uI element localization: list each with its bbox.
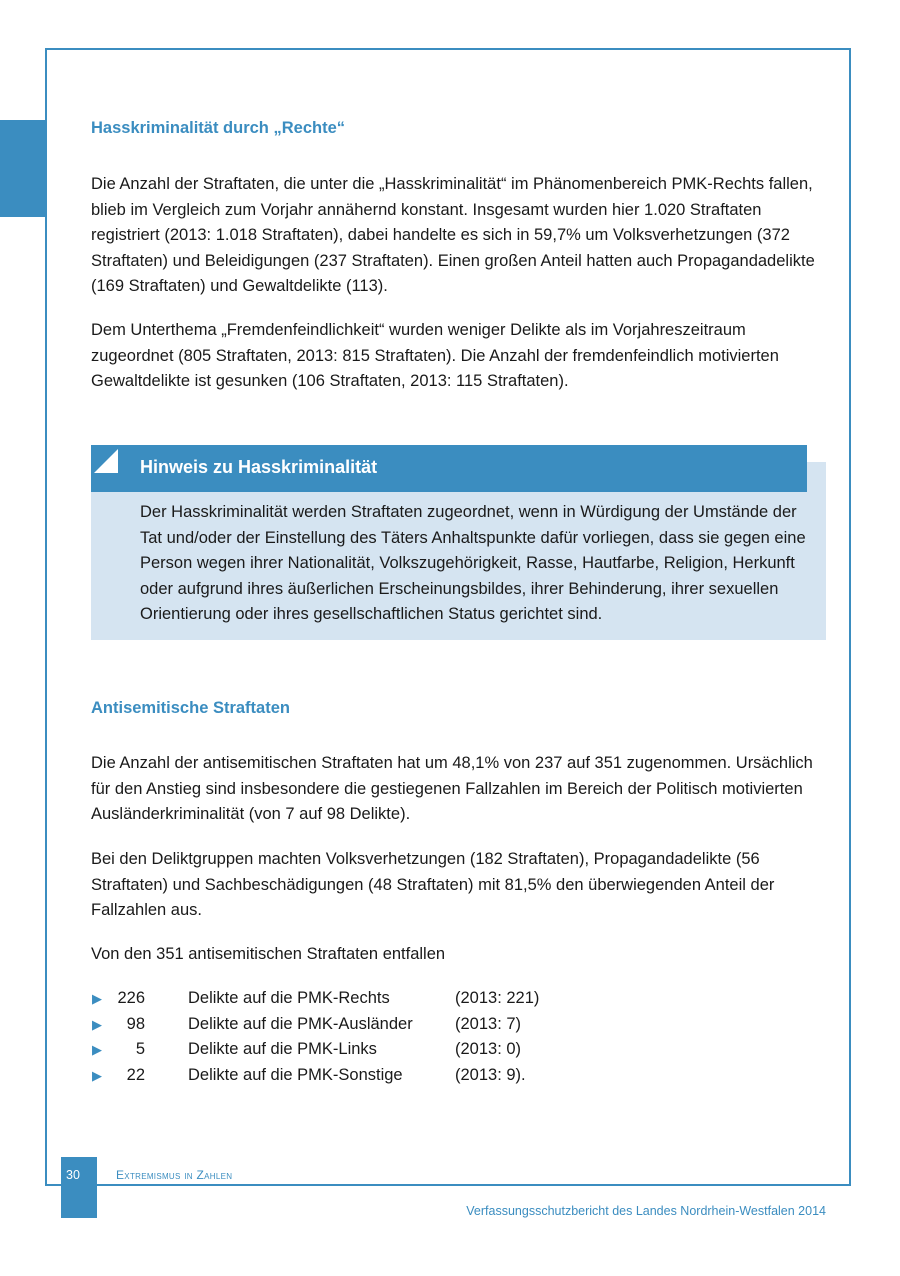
list-count: 226 <box>117 989 145 1007</box>
list-count: 98 <box>126 1014 145 1033</box>
triangle-bullet-icon: ▶ <box>92 1067 102 1083</box>
chapter-marker <box>0 120 47 217</box>
paragraph-antisemitic-1: Die Anzahl der antisemitischen Straftaten hat um 48,1% von 237 auf 351 zugenommen. Ursächlich für den Anstieg sind insbesondere die gestiegenen Fallzahlen im Bereich der Politisch motivierten Ausländerkriminalität (von 7 auf 98 Delikte). <box>91 754 813 823</box>
heading-hate-crime: Hasskriminalität durch „Rechte“ <box>91 119 345 137</box>
list-description: Delikte auf die PMK-Links <box>188 1040 377 1058</box>
triangle-bullet-icon: ▶ <box>92 1042 102 1057</box>
list-previous-year: (2013: 0) <box>455 1040 522 1058</box>
triangle-bullet-icon: ▶ <box>92 991 102 1006</box>
page-number: 30 <box>66 1168 80 1182</box>
notice-text: Der Hasskriminalität werden Straftaten zugeordnet, wenn in Würdigung der Umstände der Tat und/oder der Einstellung des Täters Anhaltspunkte dafür vorliegen, dass sie gegen eine Person wegen ihrer Nationalität, Volkszugehörigkeit, Rasse, Hautfarbe, Religion, Herkunft oder aufgrund ihres äußerlichen Erscheinungsbildes, ihrer Behinderung, ihrer sexuellen Orientierung oder ihres gesellschaftlichen Status gerichtet sind. <box>140 503 806 623</box>
paragraph-hate-crime-2: Dem Unterthema „Fremdenfeindlichkeit“ wurden weniger Delikte als im Vorjahreszeitraum zugeordnet (805 Straftaten, 2013: 815 Straftaten). Die Anzahl der fremdenfeindlich motivierten Gewaltdelikte ist gesunken (106 Straftaten, 2013: 115 Straftaten). <box>91 321 779 390</box>
list-count: 22 <box>126 1065 145 1084</box>
list-previous-year: (2013: 221) <box>455 989 540 1007</box>
paragraph-hate-crime-1: Die Anzahl der Straftaten, die unter die „Hasskriminalität“ im Phänomenbereich PMK-Rechts fallen, blieb im Vergleich zum Vorjahr annähernd konstant. Insgesamt wurden hier 1.020 Straftaten registriert (2013: 1.018 Straftaten), dabei handelte es sich in 59,7% um Volksverhetzungen (372 Straftaten) und Beleidigungen (237 Straftaten). Einen großen Anteil hatten auch Propagandadelikte (169 Straftaten) und Gewaltdelikte (113). <box>91 175 815 295</box>
list-previous-year: (2013: 9). <box>455 1065 526 1084</box>
heading-antisemitic: Antisemitische Straftaten <box>91 699 290 717</box>
notice-title: Hinweis zu Hasskriminalität <box>140 457 378 477</box>
paragraph-antisemitic-3: Von den 351 antisemitischen Straftaten entfallen <box>91 945 446 963</box>
list-count: 5 <box>135 1040 145 1058</box>
list-description: Delikte auf die PMK-Rechts <box>188 989 390 1007</box>
page-number-box <box>61 1157 97 1218</box>
list-description: Delikte auf die PMK-Ausländer <box>188 1014 413 1033</box>
list-description: Delikte auf die PMK-Sonstige <box>188 1065 403 1084</box>
list-previous-year: (2013: 7) <box>455 1014 522 1033</box>
corner-triangle-icon <box>94 449 118 473</box>
triangle-bullet-icon: ▶ <box>92 1016 102 1032</box>
paragraph-antisemitic-2: Bei den Deliktgruppen machten Volksverhetzungen (182 Straftaten), Propagandadelikte (56 Straftaten) und Sachbeschädigungen (48 Straftaten) mit 81,5% den überwiegenden Anteil der Fallzahlen aus. <box>91 850 775 919</box>
footer-section-title: Extremismus in Zahlen <box>116 1168 233 1182</box>
footer-report-title: Verfassungsschutzbericht des Landes Nordrhein-Westfalen 2014 <box>466 1204 826 1218</box>
